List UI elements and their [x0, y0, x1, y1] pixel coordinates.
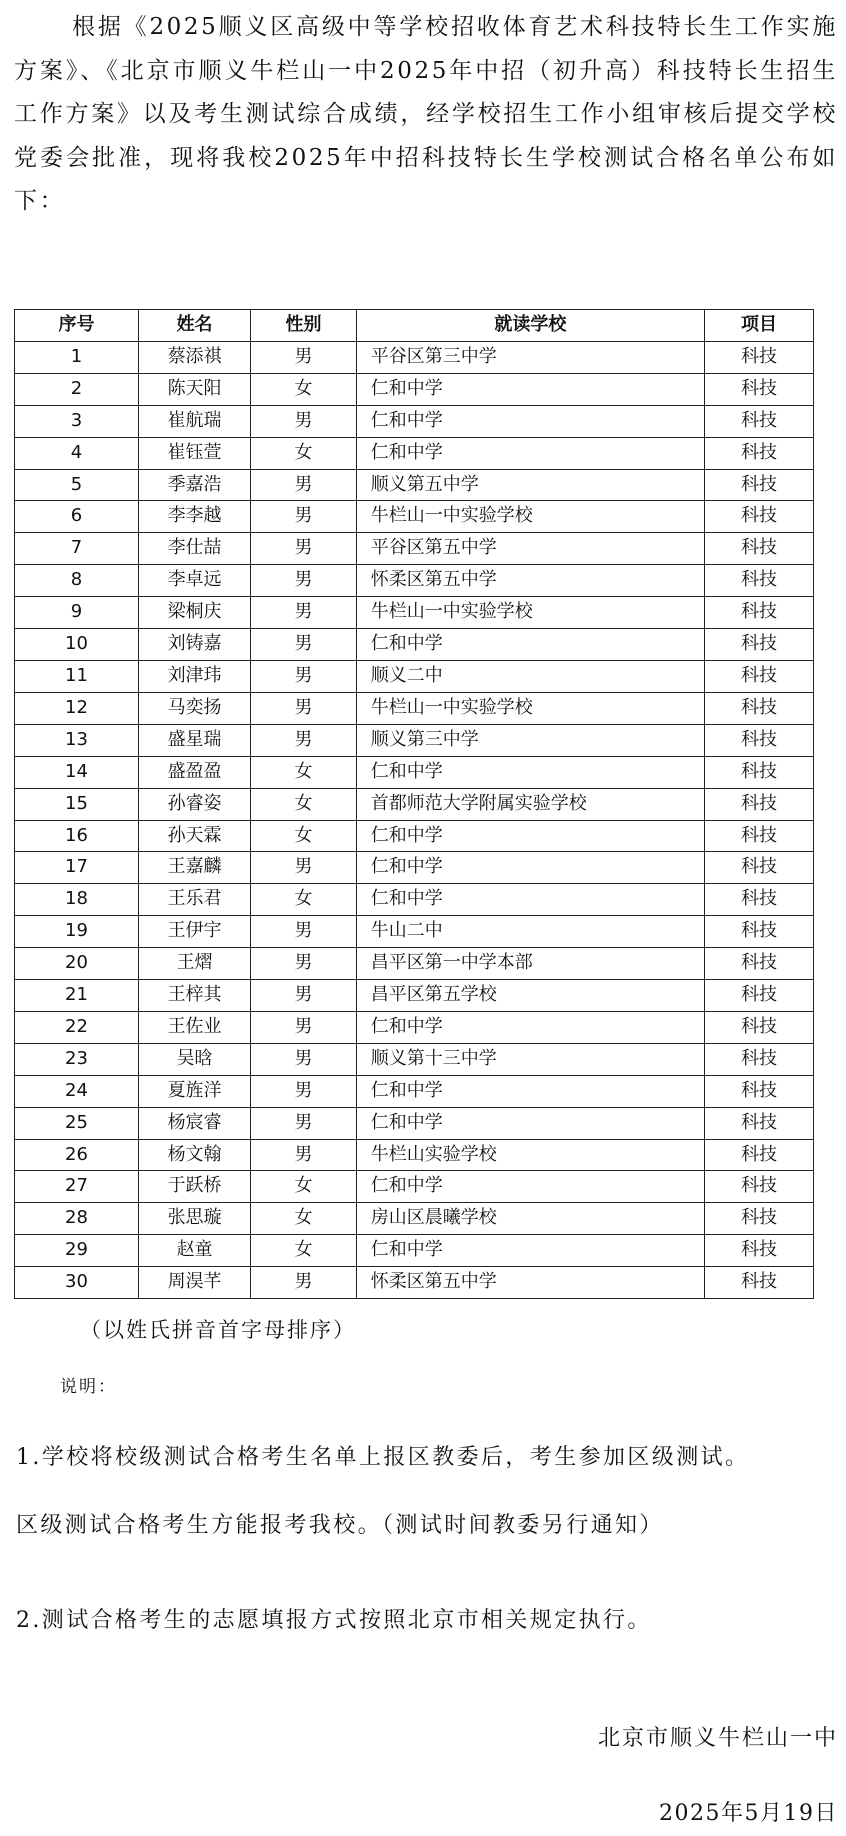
serial-cell: 6 [15, 501, 139, 533]
program-cell: 科技 [705, 1075, 814, 1107]
school-cell: 仁和中学 [356, 1011, 704, 1043]
issuer-signature: 北京市顺义牛栏山一中 [597, 1726, 838, 1751]
gender-cell: 男 [251, 692, 357, 724]
school-cell: 牛栏山一中实验学校 [356, 597, 704, 629]
gender-cell: 女 [251, 1203, 357, 1235]
name-cell: 孙天霖 [139, 820, 251, 852]
gender-cell: 男 [251, 852, 357, 884]
name-cell: 王佐业 [139, 1011, 251, 1043]
gender-cell: 男 [251, 1075, 357, 1107]
note-clause-1-continued: 区级测试合格考生方能报考我校。（测试时间教委另行通知） [16, 1513, 664, 1538]
school-cell: 仁和中学 [356, 629, 704, 661]
serial-cell: 30 [15, 1267, 139, 1299]
school-cell: 顺义第三中学 [356, 724, 704, 756]
serial-cell: 13 [15, 724, 139, 756]
serial-cell: 17 [15, 852, 139, 884]
table-row [15, 724, 814, 756]
table-row [15, 373, 814, 405]
serial-cell: 8 [15, 565, 139, 597]
program-cell: 科技 [705, 948, 814, 980]
table-row [15, 1235, 814, 1267]
name-cell: 赵童 [139, 1235, 251, 1267]
gender-cell: 男 [251, 597, 357, 629]
serial-cell: 19 [15, 916, 139, 948]
serial-cell: 24 [15, 1075, 139, 1107]
name-cell: 李李越 [139, 501, 251, 533]
serial-cell: 16 [15, 820, 139, 852]
school-cell: 仁和中学 [356, 852, 704, 884]
school-cell: 仁和中学 [356, 820, 704, 852]
school-cell: 牛栏山实验学校 [356, 1139, 704, 1171]
program-cell: 科技 [705, 980, 814, 1012]
name-cell: 王嘉麟 [139, 852, 251, 884]
gender-cell: 女 [251, 788, 357, 820]
gender-cell: 男 [251, 980, 357, 1012]
table-row [15, 884, 814, 916]
name-cell: 于跃桥 [139, 1171, 251, 1203]
name-cell: 王伊宇 [139, 916, 251, 948]
table-row [15, 692, 814, 724]
name-cell: 崔钰萱 [139, 437, 251, 469]
gender-cell: 女 [251, 373, 357, 405]
program-cell: 科技 [705, 341, 814, 373]
gender-cell: 女 [251, 437, 357, 469]
program-cell: 科技 [705, 1235, 814, 1267]
school-cell: 牛栏山一中实验学校 [356, 501, 704, 533]
table-row [15, 788, 814, 820]
name-cell: 吴晗 [139, 1043, 251, 1075]
program-cell: 科技 [705, 565, 814, 597]
program-cell: 科技 [705, 1011, 814, 1043]
program-cell: 科技 [705, 788, 814, 820]
serial-cell: 28 [15, 1203, 139, 1235]
school-cell: 牛栏山一中实验学校 [356, 692, 704, 724]
serial-cell: 20 [15, 948, 139, 980]
name-cell: 李卓远 [139, 565, 251, 597]
table-row [15, 1171, 814, 1203]
school-cell: 昌平区第五学校 [356, 980, 704, 1012]
program-cell: 科技 [705, 1139, 814, 1171]
name-cell: 王熠 [139, 948, 251, 980]
school-cell: 昌平区第一中学本部 [356, 948, 704, 980]
program-cell: 科技 [705, 820, 814, 852]
table-row [15, 437, 814, 469]
program-cell: 科技 [705, 1107, 814, 1139]
school-cell: 首都师范大学附属实验学校 [356, 788, 704, 820]
program-cell: 科技 [705, 469, 814, 501]
school-cell: 顺义第十三中学 [356, 1043, 704, 1075]
name-cell: 马奕扬 [139, 692, 251, 724]
name-cell: 王梓其 [139, 980, 251, 1012]
program-cell: 科技 [705, 692, 814, 724]
table-row [15, 948, 814, 980]
serial-cell: 3 [15, 405, 139, 437]
program-cell: 科技 [705, 373, 814, 405]
header-program: 项目 [705, 310, 814, 342]
school-cell: 怀柔区第五中学 [356, 565, 704, 597]
serial-cell: 1 [15, 341, 139, 373]
serial-cell: 4 [15, 437, 139, 469]
serial-cell: 15 [15, 788, 139, 820]
gender-cell: 男 [251, 1139, 357, 1171]
header-name: 姓名 [139, 310, 251, 342]
name-cell: 刘津玮 [139, 660, 251, 692]
gender-cell: 男 [251, 565, 357, 597]
serial-cell: 22 [15, 1011, 139, 1043]
table-row [15, 341, 814, 373]
table-row [15, 405, 814, 437]
program-cell: 科技 [705, 1203, 814, 1235]
serial-cell: 27 [15, 1171, 139, 1203]
roster-table [14, 309, 814, 1299]
school-cell: 房山区晨曦学校 [356, 1203, 704, 1235]
header-gender: 性别 [251, 310, 357, 342]
school-cell: 仁和中学 [356, 437, 704, 469]
school-cell: 仁和中学 [356, 405, 704, 437]
school-cell: 仁和中学 [356, 884, 704, 916]
gender-cell: 女 [251, 820, 357, 852]
name-cell: 崔航瑞 [139, 405, 251, 437]
name-cell: 刘铸嘉 [139, 629, 251, 661]
school-cell: 顺义二中 [356, 660, 704, 692]
program-cell: 科技 [705, 1267, 814, 1299]
program-cell: 科技 [705, 533, 814, 565]
school-cell: 平谷区第五中学 [356, 533, 704, 565]
gender-cell: 男 [251, 1011, 357, 1043]
table-row [15, 1267, 814, 1299]
table-row [15, 597, 814, 629]
gender-cell: 男 [251, 1107, 357, 1139]
name-cell: 陈天阳 [139, 373, 251, 405]
gender-cell: 女 [251, 884, 357, 916]
table-row [15, 533, 814, 565]
gender-cell: 男 [251, 660, 357, 692]
program-cell: 科技 [705, 501, 814, 533]
school-cell: 牛山二中 [356, 916, 704, 948]
school-cell: 顺义第五中学 [356, 469, 704, 501]
table-row [15, 501, 814, 533]
name-cell: 夏旌洋 [139, 1075, 251, 1107]
gender-cell: 男 [251, 948, 357, 980]
table-row [15, 1075, 814, 1107]
gender-cell: 女 [251, 756, 357, 788]
serial-cell: 14 [15, 756, 139, 788]
table-row [15, 629, 814, 661]
table-row [15, 1043, 814, 1075]
program-cell: 科技 [705, 916, 814, 948]
table-row [15, 852, 814, 884]
serial-cell: 7 [15, 533, 139, 565]
gender-cell: 男 [251, 724, 357, 756]
header-serial: 序号 [15, 310, 139, 342]
school-cell: 仁和中学 [356, 373, 704, 405]
program-cell: 科技 [705, 437, 814, 469]
school-cell: 仁和中学 [356, 1171, 704, 1203]
table-row [15, 980, 814, 1012]
issue-date: 2025年5月19日 [659, 1801, 838, 1826]
school-cell: 仁和中学 [356, 756, 704, 788]
name-cell: 周淏芊 [139, 1267, 251, 1299]
gender-cell: 男 [251, 405, 357, 437]
note-clause-2: 2.测试合格考生的志愿填报方式按照北京市相关规定执行。 [16, 1608, 652, 1633]
serial-cell: 29 [15, 1235, 139, 1267]
name-cell: 张思璇 [139, 1203, 251, 1235]
serial-cell: 11 [15, 660, 139, 692]
table-row [15, 1107, 814, 1139]
gender-cell: 女 [251, 1235, 357, 1267]
table-row [15, 469, 814, 501]
table-row [15, 916, 814, 948]
gender-cell: 男 [251, 629, 357, 661]
program-cell: 科技 [705, 1171, 814, 1203]
name-cell: 孙睿姿 [139, 788, 251, 820]
table-row [15, 660, 814, 692]
school-cell: 仁和中学 [356, 1075, 704, 1107]
gender-cell: 男 [251, 341, 357, 373]
name-cell: 盛盈盈 [139, 756, 251, 788]
gender-cell: 男 [251, 916, 357, 948]
program-cell: 科技 [705, 756, 814, 788]
serial-cell: 10 [15, 629, 139, 661]
name-cell: 蔡添祺 [139, 341, 251, 373]
serial-cell: 26 [15, 1139, 139, 1171]
table-row [15, 1011, 814, 1043]
gender-cell: 男 [251, 501, 357, 533]
intro-paragraph: 根据《2025顺义区高级中等学校招收体育艺术科技特长生工作实施方案》、《北京市顺义牛栏山一中2025年中招（初升高）科技特长生招生工作方案》以及考生测试综合成绩，经学校招生工作小组审核后提交学校党委会批准，现将我校2025年中招科技特长生学校测试合格名单公布如下： [14, 14, 838, 214]
program-cell: 科技 [705, 852, 814, 884]
serial-cell: 5 [15, 469, 139, 501]
note-clause-1: 1.学校将校级测试合格考生名单上报区教委后，考生参加区级测试。 [16, 1445, 750, 1470]
school-cell: 平谷区第三中学 [356, 341, 704, 373]
serial-cell: 23 [15, 1043, 139, 1075]
school-cell: 仁和中学 [356, 1235, 704, 1267]
program-cell: 科技 [705, 405, 814, 437]
serial-cell: 25 [15, 1107, 139, 1139]
serial-cell: 9 [15, 597, 139, 629]
program-cell: 科技 [705, 1043, 814, 1075]
gender-cell: 女 [251, 1171, 357, 1203]
gender-cell: 男 [251, 469, 357, 501]
table-row [15, 1139, 814, 1171]
roster-body [15, 341, 814, 1298]
program-cell: 科技 [705, 724, 814, 756]
sort-order-note: （以姓氏拼音首字母排序） [80, 1318, 356, 1342]
name-cell: 李仕喆 [139, 533, 251, 565]
table-row [15, 565, 814, 597]
gender-cell: 男 [251, 533, 357, 565]
serial-cell: 21 [15, 980, 139, 1012]
gender-cell: 男 [251, 1267, 357, 1299]
header-school: 就读学校 [356, 310, 704, 342]
name-cell: 梁桐庆 [139, 597, 251, 629]
name-cell: 季嘉浩 [139, 469, 251, 501]
table-header-row [15, 310, 814, 342]
program-cell: 科技 [705, 629, 814, 661]
serial-cell: 2 [15, 373, 139, 405]
school-cell: 仁和中学 [356, 1107, 704, 1139]
gender-cell: 男 [251, 1043, 357, 1075]
program-cell: 科技 [705, 884, 814, 916]
program-cell: 科技 [705, 660, 814, 692]
serial-cell: 12 [15, 692, 139, 724]
name-cell: 杨宸睿 [139, 1107, 251, 1139]
table-row [15, 820, 814, 852]
program-cell: 科技 [705, 597, 814, 629]
table-row [15, 1203, 814, 1235]
serial-cell: 18 [15, 884, 139, 916]
notes-label: 说明： [60, 1377, 117, 1397]
name-cell: 王乐君 [139, 884, 251, 916]
name-cell: 杨文翰 [139, 1139, 251, 1171]
table-row [15, 756, 814, 788]
name-cell: 盛星瑞 [139, 724, 251, 756]
school-cell: 怀柔区第五中学 [356, 1267, 704, 1299]
